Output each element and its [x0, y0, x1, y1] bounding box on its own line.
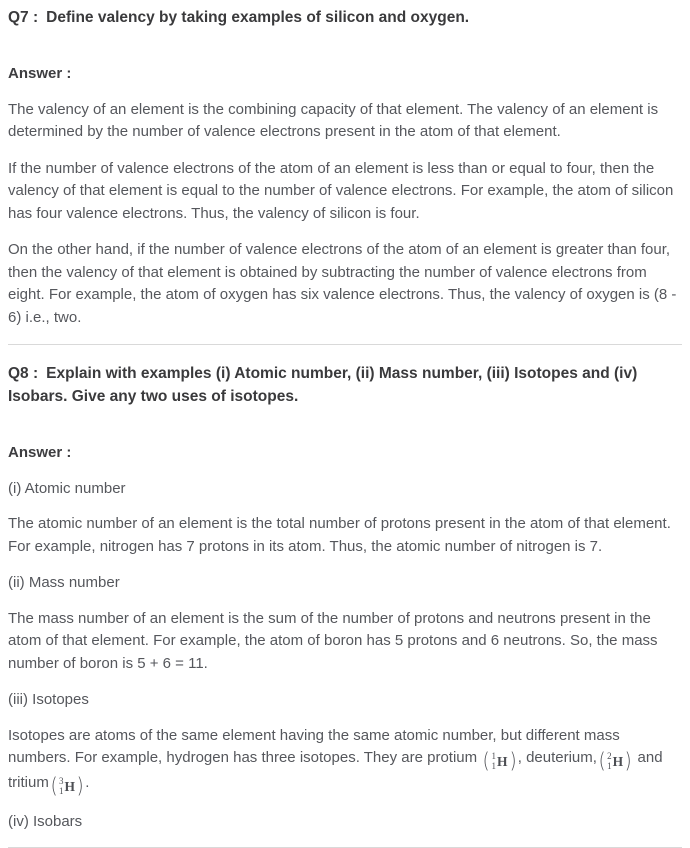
mass-number-paragraph: The mass number of an element is the sum of the number of protons and neutrons present in the atom of that element. For example, the atom of boron has 5 protons and 6 neutrons. So, the mass number of boron is 5 + 6 = 11.: [8, 609, 658, 672]
isotope-formula-deuterium: [598, 751, 632, 772]
question-7-text: Define valency by taking examples of silicon and oxygen.: [46, 9, 470, 26]
answer-label-q8: Answer :: [8, 444, 72, 462]
question-7-block: [8, 7, 682, 329]
isotopes-paragraph: [8, 725, 682, 798]
tritium-mass-number: 3: [59, 776, 64, 787]
isotopes-text-3: and tritium: [8, 749, 663, 792]
q7-paragraph-1: The valency of an element is the combining capacity of that element. The valency of an element is determined by the number of valence electrons present in the atom of that element.: [8, 100, 659, 141]
q7-paragraph-3: On the other hand, if the number of valence electrons of the atom of an element is greater than four, then the valency of that element is obtained by subtracting the number of valence electrons from eight. For example, the atom of oxygen has six valence electrons. Thus, the valency of oxygen is (8 - 6) i.e., two.: [8, 241, 677, 326]
question-8-label: Q8 :: [8, 365, 39, 383]
question-7-heading: [8, 7, 682, 29]
isobars-subheading: (iv) Isobars: [8, 813, 83, 831]
question-8-text: Explain with examples (i) Atomic number, (ii) Mass number, (iii) Isotopes and (iv) Isobars. Give any two uses of isotopes.: [8, 365, 638, 405]
isotopes-text-2: , deuterium,: [517, 749, 597, 767]
close-paren: ): [76, 774, 84, 799]
protium-mass-number: 1: [491, 751, 497, 762]
isotopes-text-1: Isotopes are atoms of the same element having the same atomic number, but different mass numbers. For example, hydrogen has three isotopes. They are protium: [8, 726, 620, 767]
open-paren: (: [482, 749, 490, 774]
q7-paragraph-2: If the number of valence electrons of the atom of an element is less than or equal to four, then the valency of that element is equal to the number of valence electrons. For example, the atom of silicon has four valence electrons. Thus, the valency of silicon is four.: [8, 159, 674, 222]
tritium-element-symbol: H: [64, 779, 76, 795]
tritium-atomic-number: 1: [59, 785, 64, 796]
open-paren: (: [50, 774, 58, 799]
protium-element-symbol: H: [497, 754, 508, 770]
atomic-number-subheading: (i) Atomic number: [8, 479, 126, 497]
isotope-formula-tritium: [50, 776, 84, 797]
deuterium-element-symbol: H: [612, 754, 624, 770]
question-8-block: [8, 363, 682, 833]
protium-atomic-number: 1: [491, 760, 497, 771]
answer-label-q7: Answer :: [8, 65, 72, 83]
mass-number-subheading: (ii) Mass number: [8, 574, 120, 592]
question-8-heading: [8, 363, 682, 408]
isotopes-text-end: .: [85, 774, 90, 792]
section-divider: [8, 344, 682, 345]
open-paren: (: [598, 749, 606, 774]
isotope-formula-protium: [482, 751, 516, 772]
isotopes-subheading: (iii) Isotopes: [8, 691, 89, 709]
close-paren: ): [509, 749, 517, 774]
close-paren: ): [624, 749, 632, 774]
atomic-number-paragraph: The atomic number of an element is the total number of protons present in the atom of that element. For example, nitrogen has 7 protons in its atom. Thus, the atomic number of nitrogen is 7.: [8, 515, 671, 555]
deuterium-atomic-number: 1: [607, 760, 612, 771]
question-7-label: Q7 :: [8, 9, 39, 26]
deuterium-mass-number: 2: [607, 751, 612, 762]
